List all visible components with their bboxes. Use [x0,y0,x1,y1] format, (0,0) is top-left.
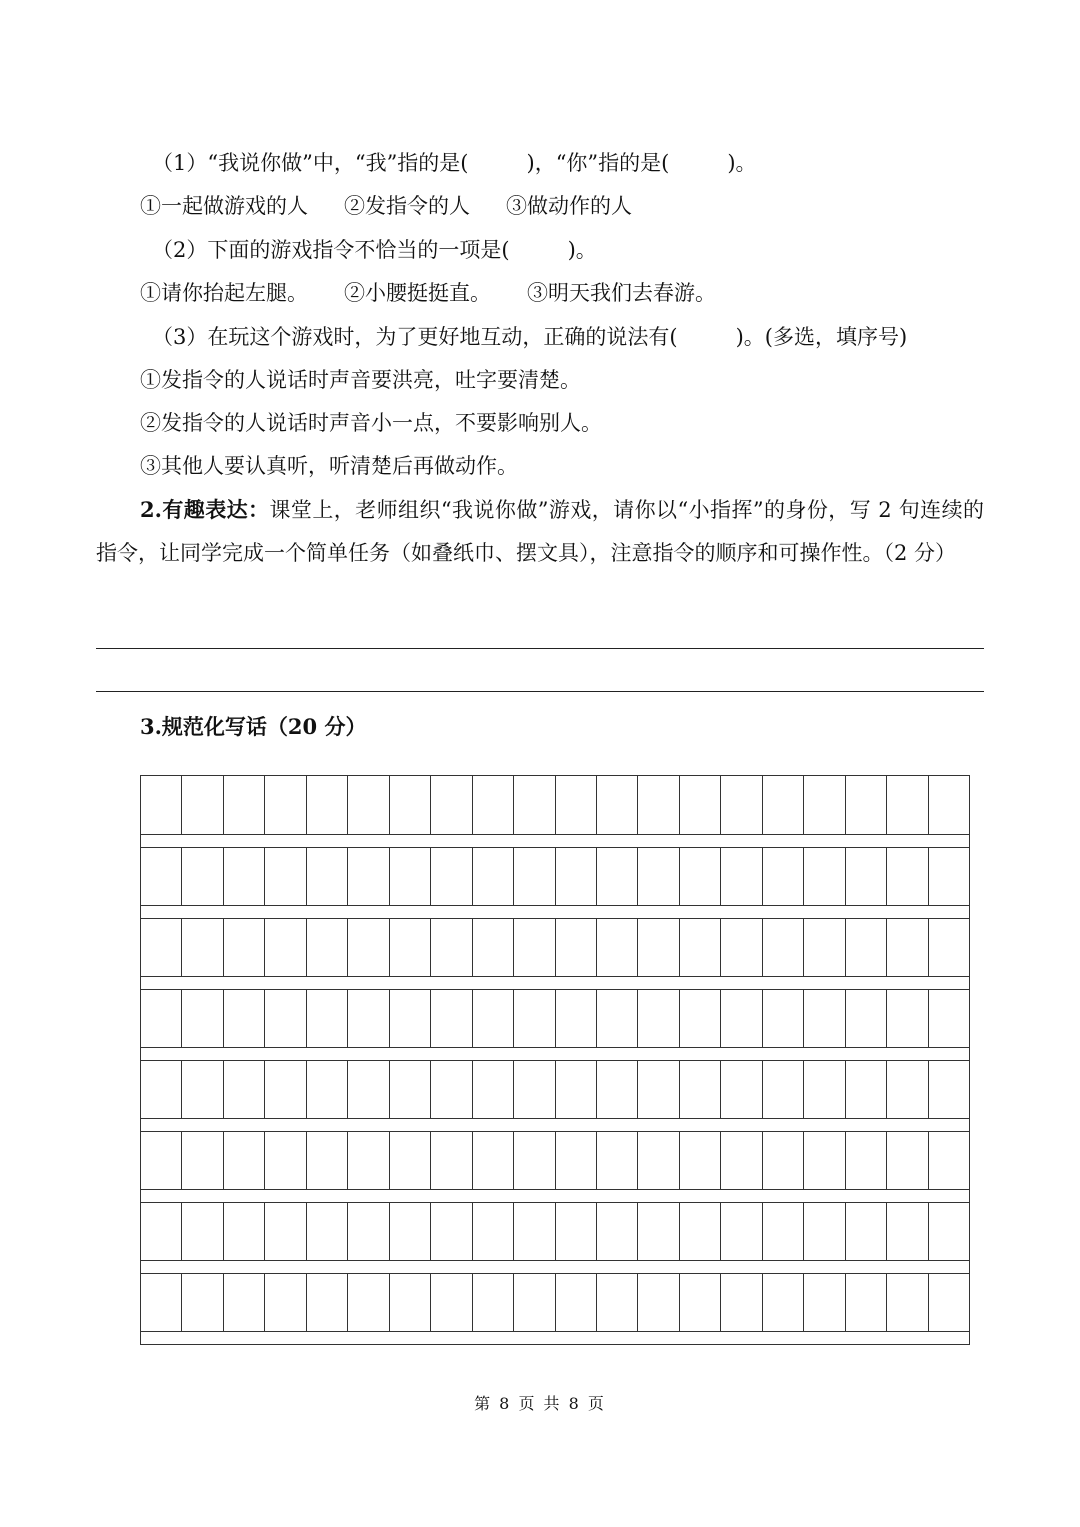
grid-cell[interactable] [265,990,306,1047]
grid-cell[interactable] [638,1274,679,1331]
q1-sub1-option-3: ③做动作的人 [506,194,632,218]
grid-cell[interactable] [348,1132,389,1189]
grid-cell[interactable] [804,919,845,976]
grid-cell[interactable] [182,1274,223,1331]
grid-cell[interactable] [721,1203,762,1260]
q1-sub1-options [140,191,668,221]
grid-cell[interactable] [348,919,389,976]
grid-cell[interactable] [887,776,928,834]
grid-cell[interactable] [141,1203,182,1260]
q1-sub3-prefix: （3）在玩这个游戏时，为了更好地互动，正确的说法有( [152,325,678,349]
grid-cell[interactable] [929,1132,969,1189]
grid-cell[interactable] [431,1274,472,1331]
q1-sub3-option-3: ③其他人要认真听，听清楚后再做动作。 [140,454,518,478]
grid-cell[interactable] [763,1061,804,1118]
grid-cell[interactable] [473,848,514,905]
grid-row [141,989,969,1048]
grid-cell[interactable] [224,990,265,1047]
grid-cell[interactable] [514,990,555,1047]
page-footer: 第 8 页 共 8 页 [474,1394,606,1413]
writing-grid[interactable] [140,775,970,1345]
grid-cell[interactable] [390,1132,431,1189]
grid-cell[interactable] [929,848,969,905]
grid-cell[interactable] [473,1061,514,1118]
grid-cell[interactable] [514,776,555,834]
grid-cell[interactable] [763,1274,804,1331]
grid-cell[interactable] [556,848,597,905]
grid-cell[interactable] [473,776,514,834]
q1-sub1-suffix: )。 [727,151,757,175]
q2-text: 课堂上，老师组织“我说你做”游戏，请你以“小指挥”的身份，写 2 句连续的指令，让同学完成一个简单任务（如叠纸巾、摆文具），注意指令的顺序和可操作性。（2 分） [96,498,984,565]
grid-cell[interactable] [141,848,182,905]
q1-sub1-question [152,148,757,178]
grid-cell[interactable] [721,1061,762,1118]
grid-cell[interactable] [431,1132,472,1189]
grid-cell[interactable] [680,919,721,976]
grid-cell[interactable] [556,990,597,1047]
grid-cell[interactable] [721,990,762,1047]
grid-cell[interactable] [265,1274,306,1331]
grid-cell[interactable] [638,848,679,905]
grid-cell[interactable] [141,1132,182,1189]
q1-sub2-option-2: ②小腰挺挺直。 [344,281,491,305]
grid-cell[interactable] [680,1203,721,1260]
grid-cell[interactable] [431,848,472,905]
q1-sub1-prefix: （1）“我说你做”中，“我”指的是( [152,151,469,175]
grid-cell[interactable] [887,1132,928,1189]
grid-cell[interactable] [721,848,762,905]
grid-cell[interactable] [680,990,721,1047]
grid-row [141,1202,969,1261]
grid-cell[interactable] [846,1061,887,1118]
grid-cell[interactable] [556,1061,597,1118]
q1-sub2-options [140,278,752,308]
q1-sub3-option-1: ①发指令的人说话时声音要洪亮，吐字要清楚。 [140,368,581,392]
grid-cell[interactable] [804,1061,845,1118]
grid-cell[interactable] [846,1274,887,1331]
grid-cell[interactable] [638,919,679,976]
q1-sub1-mid: )，“你”指的是( [526,151,670,175]
grid-cell[interactable] [721,1132,762,1189]
grid-cell[interactable] [307,1061,348,1118]
grid-cell[interactable] [680,1061,721,1118]
grid-cell[interactable] [887,990,928,1047]
grid-cell[interactable] [514,1203,555,1260]
grid-cell[interactable] [141,776,182,834]
grid-cell[interactable] [597,919,638,976]
q2-answer-line-2[interactable] [96,691,984,692]
grid-cell[interactable] [680,776,721,834]
q1-sub1-option-1: ①一起做游戏的人 [140,194,308,218]
grid-cell[interactable] [348,1203,389,1260]
grid-cell[interactable] [141,990,182,1047]
grid-cell[interactable] [265,776,306,834]
grid-cell[interactable] [556,1132,597,1189]
grid-cell[interactable] [597,1132,638,1189]
grid-cell[interactable] [473,1132,514,1189]
grid-cell[interactable] [182,919,223,976]
grid-cell[interactable] [763,776,804,834]
q1-sub2-question [152,235,597,265]
grid-cell[interactable] [265,1132,306,1189]
grid-cell[interactable] [514,1274,555,1331]
grid-cell[interactable] [182,776,223,834]
grid-cell[interactable] [224,1132,265,1189]
grid-cell[interactable] [929,919,969,976]
grid-cell[interactable] [473,990,514,1047]
grid-cell[interactable] [348,848,389,905]
grid-cell[interactable] [348,990,389,1047]
grid-cell[interactable] [804,1203,845,1260]
grid-cell[interactable] [265,1203,306,1260]
grid-cell[interactable] [556,919,597,976]
grid-cell[interactable] [390,1274,431,1331]
q2-answer-line-1[interactable] [96,648,984,649]
grid-cell[interactable] [224,1274,265,1331]
grid-row [141,1131,969,1190]
grid-cell[interactable] [473,1203,514,1260]
grid-cell[interactable] [182,1132,223,1189]
q1-sub3-question [152,322,907,352]
grid-cell[interactable] [763,1203,804,1260]
grid-cell[interactable] [307,1203,348,1260]
grid-cell[interactable] [597,776,638,834]
grid-cell[interactable] [390,776,431,834]
grid-cell[interactable] [141,1061,182,1118]
q1-sub2-prefix: （2）下面的游戏指令不恰当的一项是( [152,238,510,262]
grid-cell[interactable] [597,848,638,905]
grid-cell[interactable] [846,1132,887,1189]
grid-row [141,918,969,977]
grid-cell[interactable] [638,776,679,834]
grid-cell[interactable] [514,1132,555,1189]
grid-cell[interactable] [804,1274,845,1331]
q2-label: 2.有趣表达： [140,497,270,522]
grid-cell[interactable] [680,1132,721,1189]
grid-row [141,1060,969,1119]
grid-cell[interactable] [887,848,928,905]
grid-cell[interactable] [804,848,845,905]
q1-sub1-option-2: ②发指令的人 [344,194,470,218]
grid-cell[interactable] [307,1274,348,1331]
grid-cell[interactable] [804,1132,845,1189]
grid-cell[interactable] [929,1203,969,1260]
grid-cell[interactable] [348,1274,389,1331]
grid-cell[interactable] [307,919,348,976]
grid-cell[interactable] [887,1203,928,1260]
grid-cell[interactable] [182,848,223,905]
grid-cell[interactable] [597,1061,638,1118]
grid-cell[interactable] [473,919,514,976]
q1-sub3-option-2: ②发指令的人说话时声音小一点，不要影响别人。 [140,411,602,435]
grid-cell[interactable] [307,776,348,834]
grid-cell[interactable] [431,919,472,976]
grid-cell[interactable] [556,776,597,834]
q1-sub3-suffix: )。(多选，填序号) [735,325,908,349]
grid-cell[interactable] [846,1203,887,1260]
grid-cell[interactable] [348,1061,389,1118]
grid-cell[interactable] [556,1203,597,1260]
grid-cell[interactable] [390,848,431,905]
grid-cell[interactable] [638,990,679,1047]
grid-cell[interactable] [597,1203,638,1260]
grid-row [141,1273,969,1332]
grid-cell[interactable] [929,776,969,834]
grid-cell[interactable] [763,1132,804,1189]
grid-cell[interactable] [514,919,555,976]
grid-cell[interactable] [597,990,638,1047]
grid-cell[interactable] [929,990,969,1047]
grid-cell[interactable] [514,1061,555,1118]
grid-cell[interactable] [846,990,887,1047]
grid-row [141,776,969,835]
grid-cell[interactable] [804,990,845,1047]
grid-cell[interactable] [473,1274,514,1331]
grid-cell[interactable] [431,1061,472,1118]
grid-cell[interactable] [680,1274,721,1331]
grid-cell[interactable] [763,919,804,976]
grid-cell[interactable] [846,848,887,905]
grid-cell[interactable] [804,776,845,834]
grid-cell[interactable] [680,848,721,905]
grid-cell[interactable] [556,1274,597,1331]
grid-cell[interactable] [431,990,472,1047]
grid-cell[interactable] [141,919,182,976]
grid-row [141,847,969,906]
q1-sub2-suffix: )。 [567,238,597,262]
grid-cell[interactable] [390,919,431,976]
grid-cell[interactable] [141,1274,182,1331]
grid-cell[interactable] [638,1203,679,1260]
grid-cell[interactable] [638,1132,679,1189]
grid-cell[interactable] [929,1061,969,1118]
grid-cell[interactable] [307,1132,348,1189]
grid-cell[interactable] [887,919,928,976]
grid-cell[interactable] [929,1274,969,1331]
grid-cell[interactable] [887,1274,928,1331]
grid-cell[interactable] [390,1203,431,1260]
grid-cell[interactable] [224,919,265,976]
grid-cell[interactable] [846,776,887,834]
grid-cell[interactable] [265,1061,306,1118]
grid-cell[interactable] [846,919,887,976]
grid-cell[interactable] [721,776,762,834]
grid-cell[interactable] [887,1061,928,1118]
grid-cell[interactable] [307,990,348,1047]
grid-cell[interactable] [182,1203,223,1260]
grid-cell[interactable] [390,1061,431,1118]
grid-cell[interactable] [182,990,223,1047]
q2-prompt [96,488,984,575]
grid-cell[interactable] [265,848,306,905]
grid-cell[interactable] [307,848,348,905]
q1-sub2-option-1: ①请你抬起左腿。 [140,281,308,305]
grid-cell[interactable] [721,1274,762,1331]
grid-cell[interactable] [224,848,265,905]
grid-cell[interactable] [638,1061,679,1118]
grid-cell[interactable] [224,1203,265,1260]
q3-title: 3.规范化写话（20 分） [140,714,367,739]
grid-cell[interactable] [763,990,804,1047]
grid-cell[interactable] [514,848,555,905]
grid-cell[interactable] [348,776,389,834]
grid-cell[interactable] [431,776,472,834]
grid-cell[interactable] [224,776,265,834]
grid-cell[interactable] [597,1274,638,1331]
grid-cell[interactable] [224,1061,265,1118]
grid-cell[interactable] [431,1203,472,1260]
grid-cell[interactable] [390,990,431,1047]
grid-cell[interactable] [721,919,762,976]
q1-sub2-option-3: ③明天我们去春游。 [527,281,716,305]
grid-cell[interactable] [265,919,306,976]
grid-cell[interactable] [182,1061,223,1118]
grid-cell[interactable] [763,848,804,905]
